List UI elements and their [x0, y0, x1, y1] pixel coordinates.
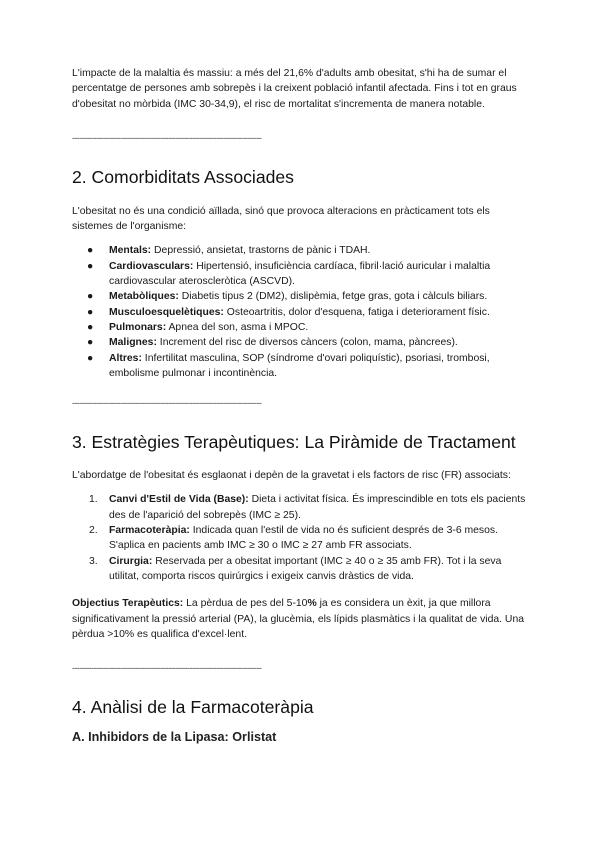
step-text: Indicada quan l'estil de vida no és suficient després de 3-6 mesos. S'aplica en pacients amb IMC ≥ 30 o IMC ≥ 27 amb FR associats.	[109, 525, 498, 552]
step-label: Farmacoteràpia:	[109, 525, 190, 537]
item-label: Musculoesquelètiques:	[109, 306, 224, 318]
objectives-label: Objectius Terapèutics:	[72, 598, 184, 610]
step-number: 1.	[89, 494, 98, 506]
list-item	[72, 320, 528, 335]
item-label: Mentals:	[109, 245, 152, 257]
section-3-title: 3. Estratègies Terapèutiques: La Piràmide de Tractament	[72, 432, 516, 453]
item-text: Infertilitat masculina, SOP (síndrome d'ovari poliquístic), psoriasi, trombosi, embolisme pulmonar i incontinència.	[109, 352, 490, 379]
item-label: Altres:	[109, 352, 142, 364]
bullet-icon: ●	[87, 245, 94, 257]
list-item	[72, 305, 528, 320]
step-text: Dieta i activitat física. És imprescindible en tots els pacients des de l'aparició del sobrepès (IMC ≥ 25).	[109, 494, 526, 521]
treatment-steps-list	[72, 492, 528, 584]
document-content	[72, 66, 528, 745]
intro-paragraph: L'impacte de la malaltia és massiu: a més del 21,6% d'adults amb obesitat, s'hi ha de sumar el percentatge de persones amb sobrepès i la creixent població infantil afectada. Fins i tot en graus d'obesitat no mòrbida (IMC 30-34,9), el risc de mortalitat s'incrementa de manera notable.	[72, 68, 517, 110]
item-text: Osteoartritis, dolor d'esquena, fatiga i deteriorament físic.	[223, 306, 490, 318]
step-number: 3.	[89, 555, 98, 567]
step-label: Cirurgia:	[109, 555, 153, 567]
list-item	[72, 259, 528, 290]
section-2-title: 2. Comorbiditats Associades	[72, 166, 294, 187]
comorbidities-list	[72, 243, 528, 381]
bullet-icon: ●	[87, 260, 94, 272]
bullet-icon: ●	[87, 337, 94, 349]
list-item	[72, 335, 528, 350]
list-item	[72, 289, 528, 304]
section-4-title: 4. Anàlisi de la Farmacoteràpia	[72, 697, 314, 718]
item-text: Apnea del son, asma i MPOC.	[166, 321, 309, 333]
therapeutic-objectives	[72, 596, 528, 642]
item-label: Metabòliques:	[109, 291, 179, 303]
item-text: Hipertensió, insuficiència cardíaca, fibril·lació auricular i malaltia cardiovascular ateroscleròtica (ASCVD).	[109, 260, 491, 288]
bullet-icon: ●	[87, 291, 94, 303]
item-text: Diabetis tipus 2 (DM2), dislipèmia, fetge gras, gota i càlculs biliars.	[178, 291, 488, 303]
objectives-percent: %	[307, 598, 317, 610]
section-3-intro: L'abordatge de l'obesitat és esglaonat i depèn de la gravetat i els factors de risc (FR) associats:	[72, 470, 511, 482]
item-label: Cardiovasculars:	[109, 260, 194, 272]
list-item	[72, 351, 528, 382]
section-4a-subtitle: A. Inhibidors de la Lipasa: Orlistat	[72, 730, 277, 745]
item-label: Pulmonars:	[109, 321, 167, 333]
objectives-text: La pèrdua de pes del 5-10	[183, 598, 308, 610]
item-text: Depressió, ansietat, trastorns de pànic i TDAH.	[151, 245, 371, 257]
list-item	[72, 523, 528, 554]
section-divider: -------------------------------------------------------------------------------	[72, 398, 262, 409]
bullet-icon: ●	[87, 306, 94, 318]
section-2-intro: L'obesitat no és una condició aïllada, sinó que provoca alteracions en pràcticament tots els sistemes de l'organisme:	[72, 205, 490, 233]
step-label: Canvi d'Estil de Vida (Base):	[109, 494, 249, 506]
section-divider: -------------------------------------------------------------------------------	[72, 663, 262, 674]
item-label: Malignes:	[109, 337, 157, 349]
list-item	[72, 492, 528, 523]
bullet-icon: ●	[87, 321, 94, 333]
item-text: Increment del risc de diversos càncers (colon, mama, pàncrees).	[156, 337, 458, 349]
bullet-icon: ●	[87, 352, 94, 364]
objectives-text-rest: ja es considera un èxit, ja que millora significativament la pressió arterial (PA), la glucèmia, els lípids plasmàtics i la qualitat de vida. Una pèrdua >10% es qualifica d'excel·lent.	[72, 598, 524, 640]
section-divider: -------------------------------------------------------------------------------	[72, 132, 262, 143]
step-number: 2.	[89, 525, 98, 537]
list-item	[72, 554, 528, 585]
list-item	[72, 243, 528, 258]
step-text: Reservada per a obesitat important (IMC ≥ 40 o ≥ 35 amb FR). Tot i la seva utilitat, comporta riscos quirúrgics i exigeix canvis dràstics de vida.	[109, 555, 502, 582]
